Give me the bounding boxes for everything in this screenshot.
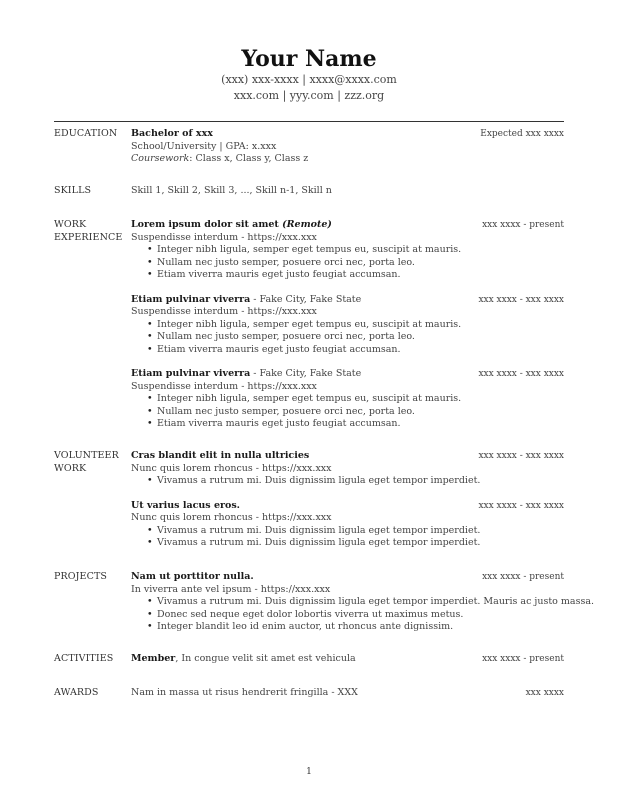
- education-label: EDUCATION: [54, 128, 118, 139]
- work-entry-date: xxx xxxx - xxx xxxx: [478, 369, 564, 379]
- work-entry-title: Etiam pulvinar viverra: [131, 368, 251, 379]
- project-subtitle: In viverra ante vel ipsum - https://xxx.xxx: [131, 583, 331, 595]
- volunteer-label: [54, 450, 128, 475]
- awards-label: AWARDS: [54, 687, 99, 698]
- volunteer-entry-title: Cras blandit elit in nulla ultricies: [131, 450, 310, 461]
- activities-label: ACTIVITIES: [54, 653, 114, 664]
- work-entry-location: - Fake City, Fake State: [250, 293, 362, 305]
- list-item: • Vivamus a rutrum mi. Duis dignissim ligula eget tempor imperdiet.: [157, 525, 564, 538]
- list-item: • Vivamus a rutrum mi. Duis dignissim ligula eget tempor imperdiet.: [157, 537, 564, 550]
- work-entry-title: Lorem ipsum dolor sit amet (Remote): [131, 219, 332, 230]
- education-entry: [131, 128, 564, 166]
- list-item: • Nullam nec justo semper, posuere orci nec, porta leo.: [157, 331, 564, 344]
- award-text: Nam in massa ut risus hendrerit fringilla - XXX: [131, 687, 358, 698]
- activity-date: xxx xxxx - present: [482, 654, 564, 664]
- list-item: • Nullam nec justo semper, posuere orci nec, porta leo.: [157, 406, 564, 419]
- degree-title: Bachelor of xxx: [131, 128, 213, 139]
- list-item: • Integer nibh ligula, semper eget tempus eu, suscipit at mauris.: [157, 244, 564, 257]
- volunteer-label-line2: WORK: [54, 462, 87, 474]
- list-item: • Vivamus a rutrum mi. Duis dignissim ligula eget tempor imperdiet.: [157, 475, 564, 488]
- contact-line-phone-email: (xxx) xxx-xxxx | xxxx@xxxx.com: [221, 73, 397, 86]
- work-entry-date: xxx xxxx - xxx xxxx: [478, 294, 564, 305]
- award-date: xxx xxxx: [525, 688, 564, 698]
- work-entry-date: xxx xxxx - present: [482, 220, 564, 230]
- work-entry: [131, 368, 564, 431]
- list-item: • Donec sed neque eget dolor lobortis viverra ut maximus metus.: [157, 609, 564, 622]
- resume-header: [0, 46, 618, 104]
- school-gpa: School/University | GPA: x.xxx: [131, 140, 277, 152]
- project-date: xxx xxxx - present: [482, 572, 564, 582]
- list-item: • Nullam nec justo semper, posuere orci nec, porta leo.: [157, 257, 564, 270]
- volunteer-entry: [131, 500, 564, 550]
- work-entry-title: Etiam pulvinar viverra: [131, 293, 251, 305]
- volunteer-entry-bullets: [131, 475, 564, 488]
- project-bullets: [131, 596, 595, 634]
- work-entry-subtitle: Suspendisse interdum - https://xxx.xxx: [131, 306, 317, 317]
- award-entry: [131, 687, 564, 700]
- list-item: • Integer blandit leo id enim auctor, ut rhoncus ante dignissim.: [157, 621, 564, 634]
- projects-label: PROJECTS: [54, 571, 107, 582]
- full-name: Your Name: [241, 46, 377, 72]
- work-entry-subtitle: Suspendisse interdum - https://xxx.xxx: [131, 380, 317, 392]
- work-label-line1: WORK: [54, 219, 87, 230]
- volunteer-entry-title: Ut varius lacus eros.: [131, 499, 240, 511]
- volunteer-entry-date: xxx xxxx - xxx xxxx: [478, 451, 564, 461]
- work-entry-subtitle: Suspendisse interdum - https://xxx.xxx: [131, 231, 317, 243]
- contact-line-websites: xxx.com | yyy.com | zzz.org: [233, 89, 385, 102]
- activity-description: , In congue velit sit amet est vehicula: [175, 653, 356, 664]
- work-label-line2: EXPERIENCE: [54, 231, 123, 243]
- work-experience-label: [54, 219, 128, 244]
- volunteer-entry: [131, 450, 564, 488]
- coursework-list: : Class x, Class y, Class z: [189, 153, 309, 164]
- work-entry: [131, 294, 564, 357]
- volunteer-entry-subtitle: Nunc quis lorem rhoncus - https://xxx.xxx: [131, 512, 332, 523]
- volunteer-entry-subtitle: Nunc quis lorem rhoncus - https://xxx.xxx: [131, 462, 332, 474]
- list-item: • Integer nibh ligula, semper eget tempus eu, suscipit at mauris.: [157, 393, 564, 406]
- project-title: Nam ut porttitor nulla.: [131, 571, 254, 582]
- volunteer-entry-date: xxx xxxx - xxx xxxx: [478, 500, 564, 511]
- volunteer-entry-bullets: [131, 525, 564, 550]
- work-entry-bullets: [131, 319, 564, 357]
- list-item: • Etiam viverra mauris eget justo feugiat accumsan.: [157, 344, 564, 357]
- project-entry: [131, 571, 595, 634]
- volunteer-label-line1: VOLUNTEER: [54, 450, 119, 461]
- list-item: • Vivamus a rutrum mi. Duis dignissim ligula eget tempor imperdiet. Mauris ac justo massa.: [157, 596, 564, 609]
- coursework-label: Coursework: [131, 153, 190, 164]
- skills-label: SKILLS: [54, 185, 92, 196]
- education-date: Expected xxx xxxx: [480, 129, 564, 139]
- coursework-line: [131, 153, 564, 166]
- activity-title: Member: [131, 653, 176, 664]
- header-divider: [54, 121, 564, 122]
- list-item: • Etiam viverra mauris eget justo feugiat accumsan.: [157, 269, 564, 282]
- activity-entry: [131, 653, 564, 666]
- skills-list: Skill 1, Skill 2, Skill 3, ..., Skill n-1, Skill n: [131, 185, 332, 196]
- page-number: 1: [306, 767, 312, 777]
- work-entry-bullets: [131, 244, 564, 282]
- work-entry-bullets: [131, 393, 564, 431]
- list-item: • Etiam viverra mauris eget justo feugiat accumsan.: [157, 418, 564, 431]
- list-item: • Integer nibh ligula, semper eget tempus eu, suscipit at mauris.: [157, 319, 564, 332]
- work-entry-location: - Fake City, Fake State: [250, 368, 362, 379]
- work-entry: [131, 219, 564, 282]
